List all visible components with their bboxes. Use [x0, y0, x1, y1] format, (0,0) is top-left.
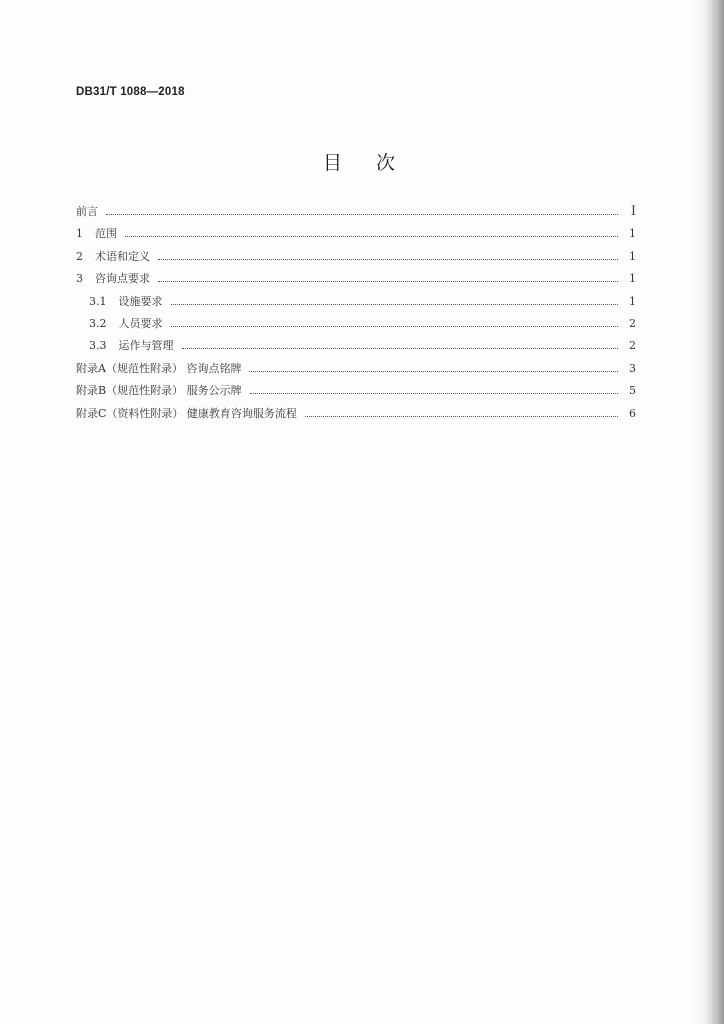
toc-section-number: 3.1: [89, 294, 107, 308]
toc-entry-label: 术语和定义: [95, 249, 150, 263]
dot-leader: [106, 213, 618, 215]
toc-entry-label: 人员要求: [118, 316, 163, 330]
toc-page-number: 1: [629, 227, 636, 241]
toc-entry-label: 设施要求: [118, 294, 163, 308]
toc-entry-foreword[interactable]: [76, 203, 636, 225]
toc-entry-scope[interactable]: [76, 225, 636, 247]
toc-page-number: 1: [629, 294, 636, 308]
toc-entry-label: 附录A（规范性附录） 咨询点铭牌: [76, 361, 242, 375]
toc-entry-facility[interactable]: [76, 293, 636, 315]
toc-section-number: 3.3: [89, 339, 107, 353]
toc-entry-appendix-c[interactable]: [76, 405, 636, 427]
toc-page-number: I: [630, 204, 636, 219]
toc-entry-label: 前言: [76, 205, 98, 218]
toc-entry-personnel[interactable]: [76, 315, 636, 337]
toc-section-number: 3.2: [89, 316, 107, 330]
toc-page-number: 6: [629, 406, 636, 420]
toc-entry-requirements[interactable]: [76, 270, 636, 292]
toc-page-number: 2: [629, 339, 636, 353]
toc-entry-label: 附录C（资料性附录） 健康教育咨询服务流程: [76, 406, 297, 420]
toc-page-number: 1: [629, 272, 636, 286]
table-of-contents: [76, 203, 636, 427]
page-title: 目次: [322, 152, 429, 174]
toc-entry-terms[interactable]: [76, 248, 636, 270]
toc-page-number: 3: [629, 361, 636, 375]
dot-leader: [305, 415, 618, 417]
toc-page-number: 1: [629, 249, 636, 263]
dot-leader: [182, 347, 619, 349]
toc-entry-operation[interactable]: [76, 337, 636, 359]
toc-entry-label: 运作与管理: [118, 339, 174, 353]
toc-page-number: 5: [629, 384, 636, 398]
toc-section-number: 1: [76, 227, 83, 241]
toc-entry-appendix-b[interactable]: [76, 382, 636, 404]
dot-leader: [250, 392, 618, 394]
toc-entry-label: 咨询点要求: [95, 272, 150, 286]
dot-leader: [171, 303, 619, 305]
dot-leader: [249, 370, 618, 372]
toc-page-number: 2: [629, 316, 636, 330]
dot-leader: [171, 325, 619, 327]
toc-entry-label: 范围: [95, 227, 117, 241]
dot-leader: [158, 258, 618, 260]
toc-entry-label: 附录B（规范性附录） 服务公示牌: [76, 384, 242, 398]
dot-leader: [125, 235, 618, 237]
dot-leader: [158, 280, 618, 282]
standard-code: DB31/T 1088—2018: [76, 86, 185, 98]
toc-section-number: 2: [76, 249, 83, 263]
toc-section-number: 3: [76, 272, 83, 286]
toc-entry-appendix-a[interactable]: [76, 360, 636, 382]
